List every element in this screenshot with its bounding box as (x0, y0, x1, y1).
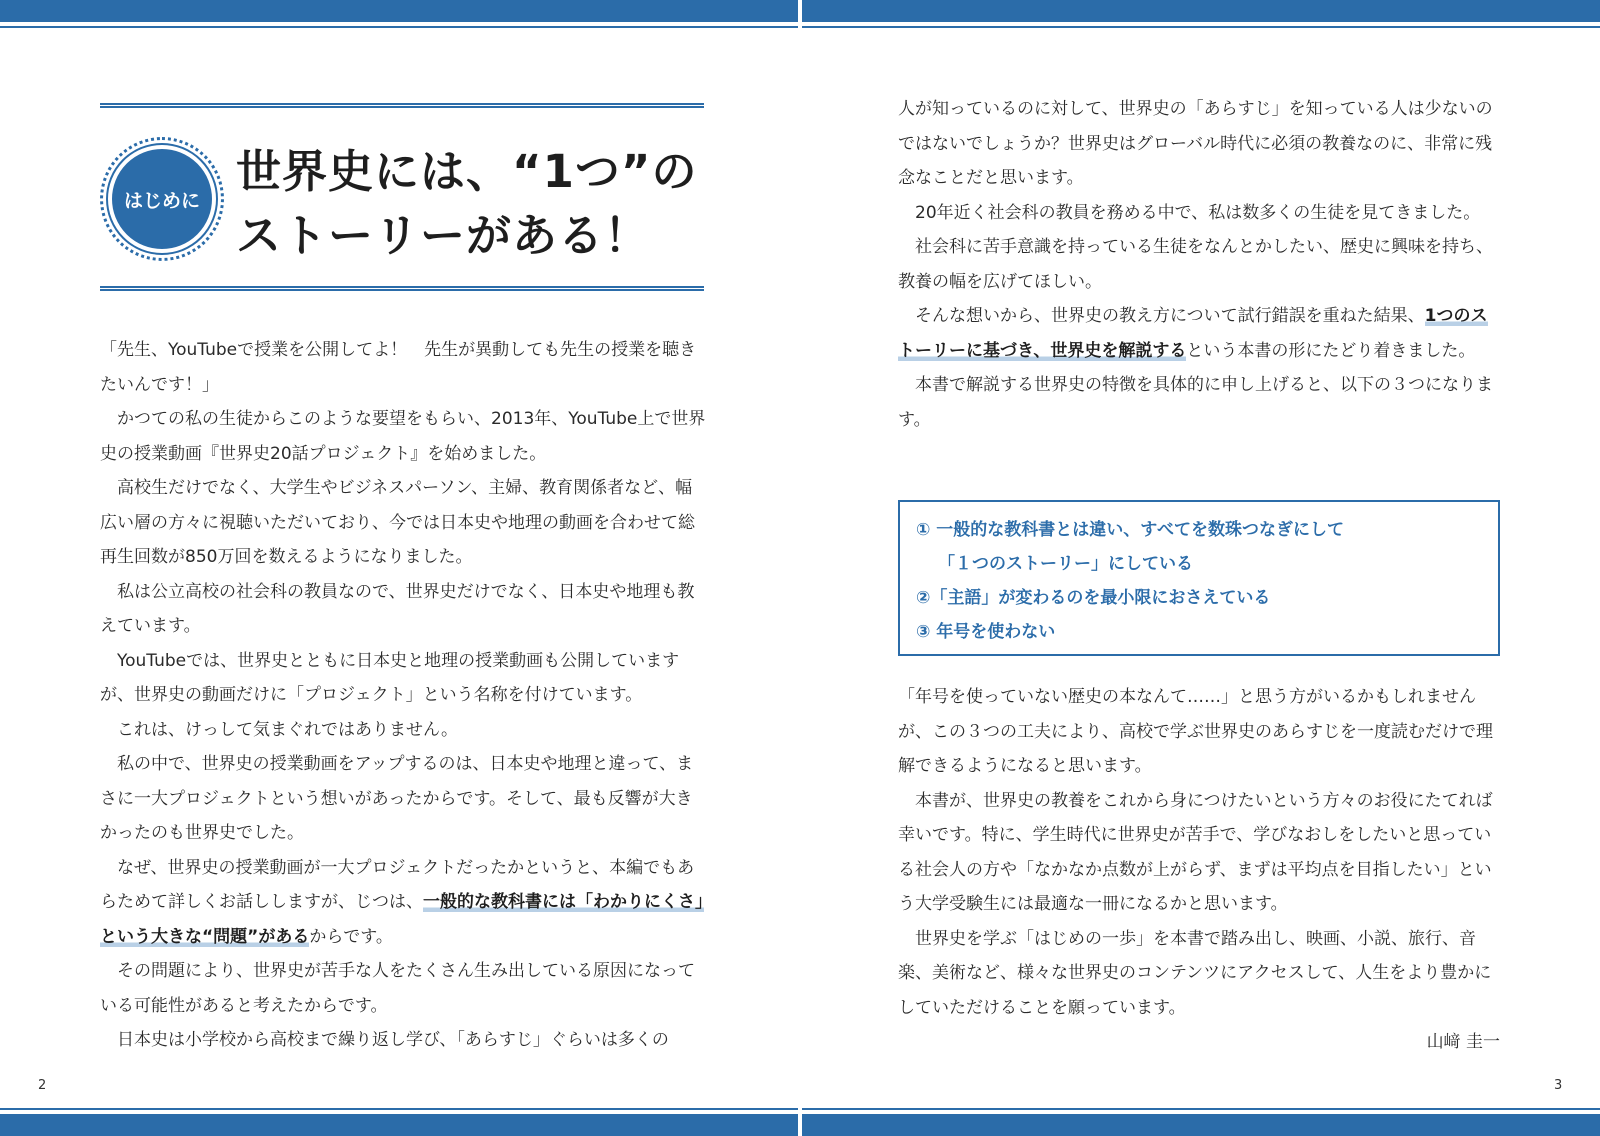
paragraph: 私の中で、世界史の授業動画をアップするのは、日本史や地理と違って、まさに一大プロジェクトという想いがあったからです。そして、最も反響が大きかったのも世界史でした。 (100, 754, 694, 843)
right-column-text-lower (898, 680, 1500, 1060)
top-band-right (802, 0, 1600, 22)
page-number-right: 3 (1554, 1078, 1563, 1093)
top-band-left (0, 0, 798, 22)
paragraph: これは、けっして気まぐれではありません。 (117, 719, 459, 740)
title-rule-top (100, 103, 704, 108)
bottom-band-right (802, 1114, 1600, 1136)
paragraph-text: そんな想いから、世界史の教え方について試行錯誤を重ねた結果、 (915, 306, 1425, 326)
paragraph: 私は公立高校の社会科の教員なので、世界史だけでなく、日本史や地理も教えています。 (100, 581, 695, 636)
paragraph: YouTubeでは、世界史とともに日本史と地理の授業動画も公開していますが、世界史の動画だけに「プロジェクト」という名称を付けています。 (100, 650, 680, 705)
bottom-rule-right (802, 1108, 1600, 1110)
paragraph (100, 851, 708, 955)
paragraph: 20年近く社会科の教員を務める中で、私は数多くの生徒を見てきました。 (915, 202, 1481, 223)
paragraph-text: なぜ、世界史の授業動画が一大プロジェクトだったかというと、本編でもあらためて詳しくお話ししますが、じつは、 (100, 857, 695, 912)
paragraph: 日本史は小学校から高校まで繰り返し学び、「あらすじ」ぐらいは多くの (117, 1030, 669, 1050)
bottom-rule-left (0, 1108, 798, 1110)
key-point-1: ① 一般的な教科書とは違い、すべてを数珠つなぎにして (916, 520, 1344, 540)
page-title (236, 140, 697, 268)
paragraph: かつての私の生徒からこのような要望をもらい、2013年、YouTube上で世界史の授業動画『世界史20話プロジェクト』を始めました。 (100, 409, 706, 464)
paragraph: その問題により、世界史が苦手な人をたくさん生み出している原因になっている可能性があると考えたからです。 (100, 961, 695, 1016)
paragraph: 「先生、YouTubeで授業を公開してよ！ 先生が異動しても先生の授業を聴きたいんです！」 (100, 340, 697, 395)
page-title-line-1: 世界史には、“1つ”の (236, 145, 698, 198)
highlighted-text: 1つのストーリーに基づき、世界史を解説する (898, 306, 1488, 361)
paragraph (898, 299, 1500, 368)
top-rule-right (802, 26, 1600, 28)
paragraph-text: という本書の形にたどり着きました。 (1186, 340, 1476, 361)
page-title-line-2: ストーリーがある！ (236, 209, 651, 262)
paragraph: 世界史を学ぶ「はじめの一歩」を本書で踏み出し、映画、小説、旅行、音楽、美術など、様々な世界史のコンテンツにアクセスして、人生をより豊かにしていただけることを願っています。 (898, 928, 1492, 1018)
key-point-3: ③ 年号を使わない (916, 622, 1056, 642)
page-number-left: 2 (38, 1078, 47, 1093)
author-signature: 山﨑 圭一 (1426, 1032, 1500, 1052)
top-rule-left (0, 26, 798, 28)
intro-badge-label: はじめに (123, 189, 200, 212)
key-points-box (898, 500, 1500, 656)
title-rule-bottom (100, 286, 704, 291)
key-point-1-continued: 「１つのストーリー」にしている (938, 554, 1193, 574)
key-point-2: ②「主語」が変わるのを最小限におさえている (916, 588, 1271, 608)
paragraph: 「年号を使っていない歴史の本なんて……」と思う方がいるかもしれませんが、この３つの工夫により、高校で学ぶ世界史のあらすじを一度読むだけで理解できるようになると思います。 (898, 687, 1493, 776)
paragraph-text: からです。 (309, 926, 393, 947)
right-column-text (898, 92, 1500, 437)
paragraph: 高校生だけでなく、大学生やビジネスパーソン、主婦、教育関係者など、幅広い層の方々に視聴いただいており、今では日本史や地理の動画を合わせて総再生回数が850万回を数えるようになりました。 (100, 478, 695, 567)
paragraph: 本書で解説する世界史の特徴を具体的に申し上げると、以下の３つになります。 (898, 375, 1493, 430)
paragraph: 社会科に苦手意識を持っている生徒をなんとかしたい、歴史に興味を持ち、教養の幅を広げてほしい。 (898, 237, 1493, 292)
intro-badge (108, 145, 216, 253)
bottom-band-left (0, 1114, 798, 1136)
paragraph: 人が知っているのに対して、世界史の「あらすじ」を知っている人は少ないのではないでしょうか？世界史はグローバル時代に必須の教養なのに、非常に残念なことだと思います。 (898, 99, 1493, 188)
highlighted-text: 一般的な教科書には「わかりにくさ」という大きな“問題”がある (100, 892, 704, 947)
left-column-text (100, 333, 708, 1058)
paragraph: 本書が、世界史の教養をこれから身につけたいという方々のお役にたてれば幸いです。特に、学生時代に世界史が苦手で、学びなおしをしたいと思っている社会人の方や「なかなか点数が上がらず、まずは平均点を目指したい」という大学受験生には最適な一冊になるかと思います。 (898, 790, 1493, 914)
